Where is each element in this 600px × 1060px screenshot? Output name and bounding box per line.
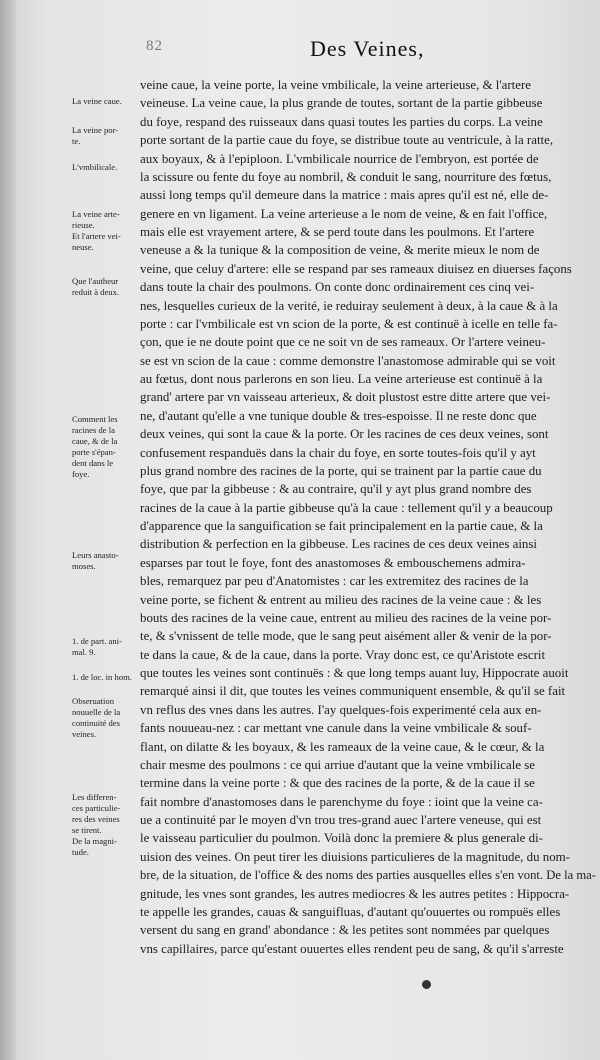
margin-note-autheur-reduit (72, 276, 142, 298)
margin-note-racines (72, 414, 142, 480)
margin-note-anastomoses (72, 550, 142, 572)
margin-note-line: L'vmbilicale. (72, 162, 118, 172)
body-line: porte : car l'vmbilicale est vn scion de la porte, & est continuë à icelle en telle fa- (140, 316, 558, 331)
body-line: veineuse. La veine caue, la plus grande de toutes, sortant de la partie gibbeuse (140, 96, 543, 111)
body-line: chair mesme des poulmons : ce qui arriue d'autant que la veine vmbilicale se (140, 757, 535, 772)
margin-note-line: ces particulie- (72, 803, 121, 813)
body-line: veine, que celuy d'artere: elle se respand par ses rameaux diuisez en diuerses façons (140, 261, 572, 276)
body-line: ne, d'autant qu'elle a vne tunique double & tres-espoisse. Il ne reste donc que (140, 408, 537, 423)
body-line: vn reflus des vnes dans les autres. I'ay quelques-fois experimenté cela aux en- (140, 702, 542, 717)
body-line: fants nouueau-nez : car mettant vne canule dans la veine vmbilicale & souf- (140, 721, 532, 736)
margin-note-line: Leurs anasto- (72, 550, 119, 560)
margin-note-line: porte s'épan- (72, 447, 116, 457)
margin-note-line: neuse. (72, 242, 94, 252)
body-line: çon, que ie ne doute point que ce ne soit vn de ses rameaux. Or l'artere veineu- (140, 335, 546, 350)
body-line: versent du sang en grand' abondance : & les petites sont nommées par quelques (140, 923, 550, 938)
body-line: gnitude, les vnes sont grandes, les autres mediocres & les autres petites : Hippocra- (140, 886, 570, 901)
body-line: racines de la caue à la partie gibbeuse qu'à la caue : tellement qu'il y a beaucoup (140, 500, 553, 515)
margin-note-line: rieuse. (72, 220, 95, 230)
margin-note-line: racines de la (72, 425, 115, 435)
margin-note-line: veines. (72, 729, 97, 739)
body-line: porte sortant de la partie caue du foye, se distribue toute au ventricule, à la ratte, (140, 133, 554, 148)
margin-note-vmbilicale (72, 162, 142, 173)
body-line: le vaisseau particulier du poulmon. Voilà donc la premiere & plus generale di- (140, 831, 543, 846)
margin-note-line: moses. (72, 561, 96, 571)
margin-note-line: Comment les (72, 414, 118, 424)
margin-note-line: mal. 9. (72, 647, 96, 657)
margin-note-veine-arterieuse (72, 209, 142, 253)
page-number: 82 (146, 38, 163, 54)
margin-note-observation (72, 696, 142, 740)
body-line: du foye, respand des ruisseaux dans quasi toutes les parties du corps. La veine (140, 114, 543, 129)
body-line: genere en vn ligament. La veine arterieuse a le nom de veine, & en fait l'office, (140, 206, 548, 221)
body-line: bouts des racines de la veine caue, entrent au milieu des racines de la veine por- (140, 610, 552, 625)
body-line: mais elle est vrayement artere, & se perd toute dans les poulmons. Et l'artere (140, 225, 535, 239)
body-line: aux boyaux, & à l'epiploon. L'vmbilicale nourrice de l'embryon, est portée de (140, 151, 539, 166)
margin-note-line: Et l'artere vei- (72, 231, 121, 241)
page-gutter (0, 0, 16, 1060)
body-line: grand' artere par vn vaisseau arterieux, & doit plustost estre ditte artere que vei- (140, 390, 551, 405)
margin-note-line: nouuelle de la (72, 707, 121, 717)
body-line: uision des veines. On peut tirer les diuisions particulieres de la magnitude, du nom- (140, 849, 570, 864)
body-line: te appelle les grandes, cauas & sanguifluas, d'autant qu'ouuertes ou rompuës elles (140, 904, 561, 919)
body-line: nes, lesquelles curieux de la verité, ie reduiray seulement à deux, à la caue & à la (140, 298, 558, 313)
margin-note-ref-aristote (72, 636, 142, 658)
margin-note-line: Les differen- (72, 792, 117, 802)
body-line: distribution & perfection en la gibbeuse. Les racines de ces deux veines ainsi (140, 537, 537, 552)
margin-note-line: se tirent. (72, 825, 102, 835)
ink-spot (422, 980, 431, 989)
body-line: ue a continuité par le moyen d'vn trou tres-grand auec l'artere veneuse, qui est (140, 813, 542, 827)
margin-note-line: dent dans le (72, 458, 114, 468)
body-text (140, 76, 596, 958)
margin-note-line: La veine caue. (72, 96, 122, 106)
margin-note-line: 1. de part. ani- (72, 636, 122, 646)
body-line: remarqué ainsi il dit, que toutes les veines communiquent ensemble, & qu'il se fait (140, 684, 566, 699)
margin-note-line: caue, & de la (72, 436, 118, 446)
margin-note-ref-hippocrate (72, 672, 142, 683)
body-line: deux veines, qui sont la caue & la porte. Or les racines de ces deux veines, sont (140, 427, 549, 442)
body-line: au fœtus, dont nous parlerons en son lieu. La veine arterieuse est continuë à la (140, 372, 543, 386)
margin-note-line: 1. de loc. in hom. (72, 672, 132, 682)
margin-note-line: La veine por- (72, 125, 119, 135)
margin-note-line: La veine arte- (72, 209, 120, 219)
body-line: veneuse a & la tunique & la composition de veine, & merite mieux le nom de (140, 243, 540, 258)
body-line: termine dans la veine porte : & que des racines de la porte, & de la caue il se (140, 776, 535, 791)
body-line: bre, de la situation, de l'office & des noms des parties ausquelles elles s'en vont. De la ma- (140, 868, 596, 883)
margin-note-line: tude. (72, 847, 89, 857)
body-line: te, & s'vnissent de telle mode, que le sang peut aisément aller & venir de la por- (140, 629, 552, 644)
body-line: aussi long temps qu'il demeure dans la matrice : mais apres qu'il est né, elle de- (140, 188, 549, 203)
margin-note-line: foye. (72, 469, 90, 479)
margin-note-line: reduit à deux. (72, 287, 120, 297)
margin-note-line: res des veines (72, 814, 120, 824)
margin-note-veine-caue (72, 96, 142, 107)
body-line: plus grand nombre des racines de la porte, qui se trainent par la partie caue du (140, 463, 542, 478)
running-title: Des Veines, (310, 36, 425, 61)
body-line: bles, remarquez par peu d'Anatomistes : car les extremitez des racines de la (140, 574, 529, 589)
body-line: veine porte, se fichent & entrent au milieu des racines de la veine caue : & les (140, 592, 542, 607)
body-line: esparses par tout le foye, font des anastomoses & embouschemens admira- (140, 555, 526, 570)
body-line: veine caue, la veine porte, la veine vmbilicale, la veine arterieuse, & l'artere (140, 78, 531, 92)
margin-note-line: Que l'autheur (72, 276, 119, 286)
body-line: foye, que par la gibbeuse : & au contraire, qu'il y ayt plus grand nombre des (140, 482, 532, 497)
body-line: se est vn scion de la caue : comme demonstre l'anastomose admirable qui se voit (140, 353, 556, 368)
body-line: que toutes les veines sont continuës : & que long temps auant luy, Hippocrate auoit (140, 666, 569, 680)
margin-note-line: continuité des (72, 718, 120, 728)
margin-note-differences (72, 792, 142, 858)
body-line: confusement respanduës dans la chair du foye, en sorte toutes-fois qu'il y ayt (140, 445, 536, 460)
body-line: d'apparence que la sanguification se fait principalement en la partie caue, & la (140, 519, 543, 533)
body-line: te dans la caue, & de la caue, dans la porte. Vray donc est, ce qu'Aristote escrit (140, 647, 546, 662)
margin-note-line: te. (72, 136, 81, 146)
body-line: flant, on dilatte & les boyaux, & les rameaux de la veine caue, & le cœur, & la (140, 739, 545, 754)
body-line: vns capillaires, parce qu'estant ouuertes elles rendent peu de sang, & qu'il s'arreste (140, 941, 564, 956)
body-line: dans toute la chair des poulmons. On conte donc ordinairement ces cinq vei- (140, 280, 535, 295)
body-line: la scissure ou fente du foye au nombril, & conduit le sang, nourriture des fœtus, (140, 169, 552, 184)
body-line: fait nombre d'anastomoses dans le parenchyme du foye : ioint que la veine ca- (140, 794, 543, 809)
margin-note-line: Obseruation (72, 696, 115, 706)
margin-note-line: De la magni- (72, 836, 117, 846)
margin-note-veine-porte (72, 125, 142, 147)
